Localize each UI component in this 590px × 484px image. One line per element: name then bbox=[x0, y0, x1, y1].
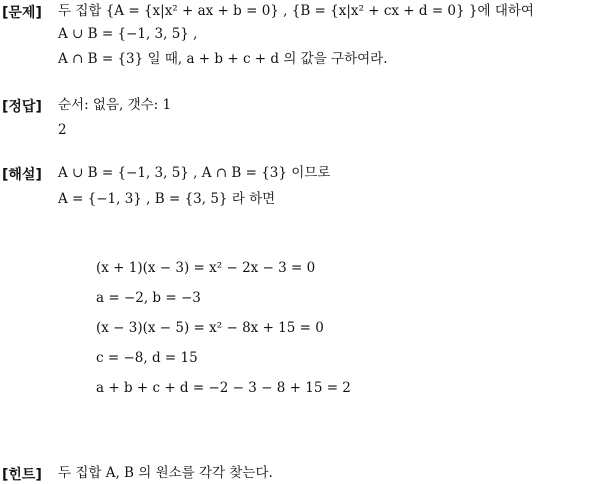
answer-label: [정답] bbox=[2, 99, 42, 115]
equation-4: c = −8, d = 15 bbox=[96, 350, 198, 366]
problem-label: [문제] bbox=[2, 5, 42, 21]
answer-line-2: 2 bbox=[58, 122, 67, 138]
equation-5: a + b + c + d = −2 − 3 − 8 + 15 = 2 bbox=[96, 380, 351, 396]
equation-3: (x − 3)(x − 5) = x² − 8x + 15 = 0 bbox=[96, 320, 324, 336]
problem-line-3: A ∩ B = {3} 일 때, a + b + c + d 의 값을 구하여라. bbox=[58, 51, 388, 67]
explanation-line-2: A = {−1, 3} , B = {3, 5} 라 하면 bbox=[58, 191, 276, 207]
equation-2: a = −2, b = −3 bbox=[96, 290, 201, 306]
equation-1: (x + 1)(x − 3) = x² − 2x − 3 = 0 bbox=[96, 260, 316, 276]
answer-line-1: 순서: 없음, 갯수: 1 bbox=[58, 97, 172, 113]
problem-line-2: A ∪ B = {−1, 3, 5} , bbox=[58, 26, 198, 42]
explanation-line-1: A ∪ B = {−1, 3, 5} , A ∩ B = {3} 이므로 bbox=[58, 165, 331, 181]
explanation-label: [해설] bbox=[2, 167, 42, 183]
problem-line-1: 두 집합 {A = {x|x² + ax + b = 0} , {B = {x|x² + cx + d = 0} }에 대하여 bbox=[58, 3, 534, 19]
hint-line-1: 두 집합 A, B 의 원소를 각각 찾는다. bbox=[58, 465, 273, 481]
hint-label: [힌트] bbox=[2, 467, 42, 483]
